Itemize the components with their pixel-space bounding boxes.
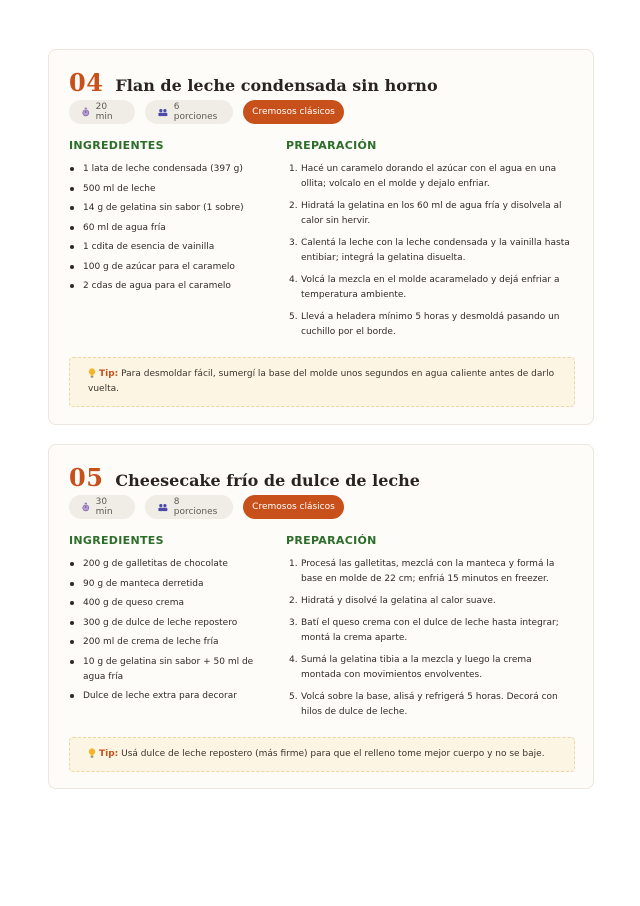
preparation-heading: PREPARACIÓN <box>286 534 377 547</box>
tip-label: Tip: <box>99 749 119 759</box>
ingredient-item: 1 lata de leche condensada (397 g) <box>69 162 264 177</box>
ingredient-item: 100 g de azúcar para el caramelo <box>69 260 264 275</box>
step-text: Hacé un caramelo dorando el azúcar con el agua en una ollita; volcalo en el molde y dejalo enfriar. <box>301 164 557 189</box>
ingredient-item: 500 ml de leche <box>69 182 264 197</box>
preparation-step: 5. Llevá a heladera mínimo 5 horas y desmoldá pasando un cuchillo por el borde. <box>289 312 560 337</box>
ingredients-heading: INGREDIENTES <box>69 139 164 152</box>
lightbulb-icon <box>88 368 96 378</box>
ingredients-list <box>69 557 264 709</box>
ingredient-item: 400 g de queso crema <box>69 596 264 611</box>
tip-box <box>69 737 575 772</box>
time-label: 30 min <box>95 497 113 517</box>
ingredients-heading: INGREDIENTES <box>69 534 164 547</box>
recipe-card <box>48 49 594 425</box>
servings-badge <box>145 495 233 519</box>
preparation-step: 3. Batí el queso crema con el dulce de leche hasta integrar; montá la crema aparte. <box>289 618 559 643</box>
recipe-title: Flan de leche condensada sin horno <box>115 76 438 95</box>
ingredient-item: Dulce de leche extra para decorar <box>69 689 264 704</box>
category-badge: Cremosos clásicos <box>243 495 344 519</box>
preparation-step: 2. Hidratá y disolvé la gelatina al calor suave. <box>289 596 496 606</box>
ingredient-item: 200 ml de crema de leche fría <box>69 635 264 650</box>
timer-icon <box>82 107 90 117</box>
preparation-step: 1. Procesá las galletitas, mezclá con la manteca y formá la base en molde de 22 cm; enfriá 15 minutos en freezer. <box>289 559 555 584</box>
tip-text: Usá dulce de leche repostero (más firme) para que el relleno tome mejor cuerpo y no se baje. <box>121 749 545 759</box>
tip-label: Tip: <box>99 369 119 379</box>
servings-label: 8 porciones <box>173 497 218 517</box>
preparation-heading: PREPARACIÓN <box>286 139 377 152</box>
step-text: Volcá sobre la base, alisá y refrigerá 5 horas. Decorá con hilos de dulce de leche. <box>301 692 558 717</box>
recipe-title-row <box>69 68 438 97</box>
step-text: Procesá las galletitas, mezclá con la manteca y formá la base en molde de 22 cm; enfriá 15 minutos en freezer. <box>301 559 555 584</box>
ingredient-item: 300 g de dulce de leche repostero <box>69 616 264 631</box>
ingredient-item: 2 cdas de agua para el caramelo <box>69 279 264 294</box>
ingredient-item: 60 ml de agua fría <box>69 221 264 236</box>
tip-text: Para desmoldar fácil, sumergí la base del molde unos segundos en agua caliente antes de darlo vuelta. <box>88 369 555 394</box>
recipe-meta <box>69 100 344 124</box>
ingredient-item: 10 g de gelatina sin sabor + 50 ml de agua fría <box>69 655 264 685</box>
preparation-steps <box>286 557 571 727</box>
ingredient-item: 14 g de gelatina sin sabor (1 sobre) <box>69 201 264 216</box>
ingredients-list <box>69 162 264 299</box>
step-text: Batí el queso crema con el dulce de leche hasta integrar; montá la crema aparte. <box>301 618 559 643</box>
recipe-number: 04 <box>69 68 104 97</box>
step-text: Llevá a heladera mínimo 5 horas y desmoldá pasando un cuchillo por el borde. <box>301 312 560 337</box>
recipe-number: 05 <box>69 463 104 492</box>
step-text: Volcá la mezcla en el molde acaramelado y dejá enfriar a temperatura ambiente. <box>301 275 560 300</box>
step-text: Hidratá la gelatina en los 60 ml de agua fría y disolvela al calor sin hervir. <box>301 201 562 226</box>
preparation-step: 4. Volcá la mezcla en el molde acaramelado y dejá enfriar a temperatura ambiente. <box>289 275 560 300</box>
category-badge: Cremosos clásicos <box>243 100 344 124</box>
recipe-title: Cheesecake frío de dulce de leche <box>115 471 420 490</box>
people-icon <box>158 108 168 117</box>
step-text: Hidratá y disolvé la gelatina al calor suave. <box>301 596 496 606</box>
lightbulb-icon <box>88 748 96 758</box>
ingredient-item: 200 g de galletitas de chocolate <box>69 557 264 572</box>
preparation-step: 2. Hidratá la gelatina en los 60 ml de agua fría y disolvela al calor sin hervir. <box>289 201 562 226</box>
people-icon <box>158 503 168 512</box>
time-badge <box>69 495 135 519</box>
preparation-step: 4. Sumá la gelatina tibia a la mezcla y luego la crema montada con movimientos envolventes. <box>289 655 532 680</box>
step-text: Calentá la leche con la leche condensada y la vainilla hasta entibiar; integrá la gelatina disuelta. <box>301 238 570 263</box>
preparation-step: 3. Calentá la leche con la leche condensada y la vainilla hasta entibiar; integrá la gelatina disuelta. <box>289 238 570 263</box>
preparation-step: 1. Hacé un caramelo dorando el azúcar con el agua en una ollita; volcalo en el molde y dejalo enfriar. <box>289 164 557 189</box>
tip-box <box>69 357 575 407</box>
preparation-step: 5. Volcá sobre la base, alisá y refrigerá 5 horas. Decorá con hilos de dulce de leche. <box>289 692 558 717</box>
recipe-meta <box>69 495 344 519</box>
recipe-card <box>48 444 594 789</box>
preparation-steps <box>286 162 571 347</box>
timer-icon <box>82 502 90 512</box>
ingredient-item: 90 g de manteca derretida <box>69 577 264 592</box>
recipe-title-row <box>69 463 420 492</box>
servings-label: 6 porciones <box>173 102 218 122</box>
time-label: 20 min <box>95 102 113 122</box>
servings-badge <box>145 100 233 124</box>
ingredient-item: 1 cdita de esencia de vainilla <box>69 240 264 255</box>
time-badge <box>69 100 135 124</box>
step-text: Sumá la gelatina tibia a la mezcla y luego la crema montada con movimientos envolventes. <box>301 655 532 680</box>
